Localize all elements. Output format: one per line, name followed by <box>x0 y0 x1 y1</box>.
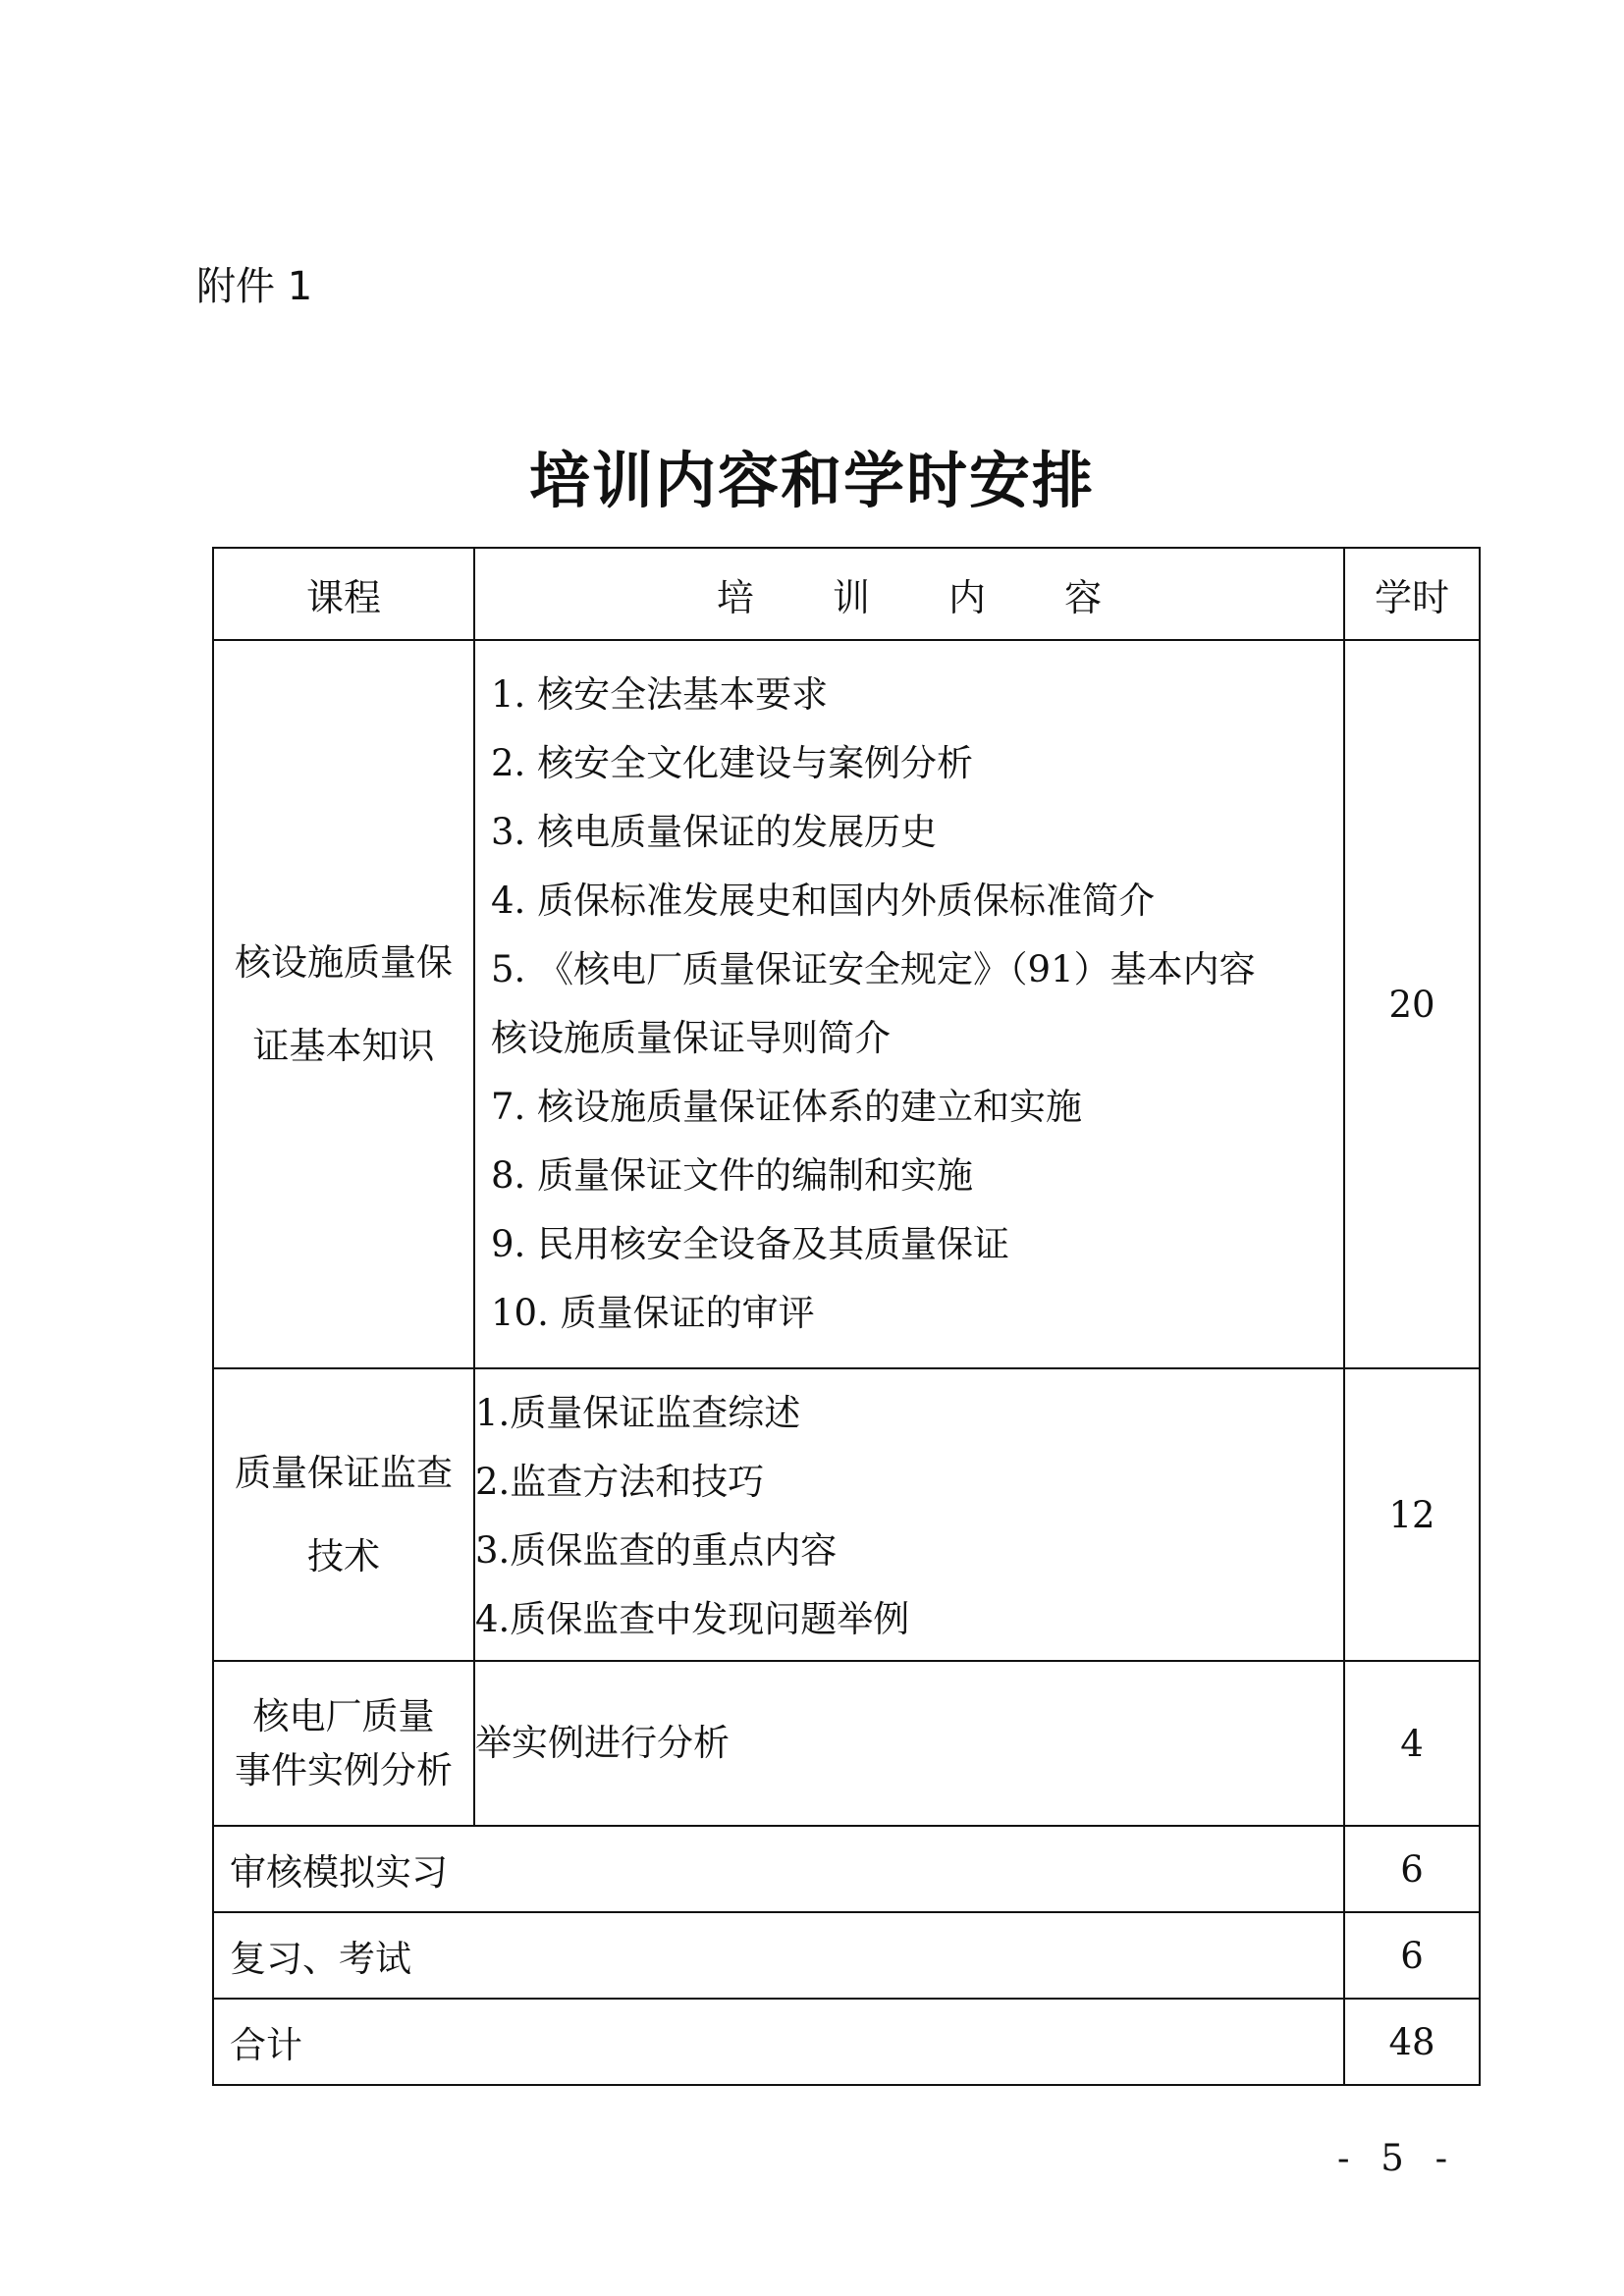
list-item: 8. 质量保证文件的编制和实施 <box>491 1154 974 1197</box>
table-row <box>213 640 1480 1368</box>
total-hours-cell: 48 <box>1344 1999 1480 2085</box>
table-row <box>213 1999 1480 2085</box>
merged-course-cell: 复习、考试 <box>213 1912 1344 1999</box>
list-item: 3.质保监查的重点内容 <box>475 1529 838 1572</box>
content-cell <box>474 640 1344 1368</box>
merged-course-cell: 审核模拟实习 <box>213 1826 1344 1912</box>
content-cell <box>474 1661 1344 1826</box>
document-title: 培训内容和学时安排 <box>528 445 1095 516</box>
content-list <box>475 1369 1343 1660</box>
course-line: 质量保证监查 <box>235 1452 453 1494</box>
course-cell <box>213 640 474 1368</box>
content-text: 举实例进行分析 <box>475 1722 730 1764</box>
attachment-label: 附件 1 <box>196 264 313 309</box>
list-item: 2.监查方法和技巧 <box>475 1461 765 1503</box>
list-item: 核设施质量保证导则简介 <box>491 1017 891 1059</box>
content-cell <box>474 1368 1344 1661</box>
list-item: 1. 核安全法基本要求 <box>491 673 829 716</box>
list-item: 2. 核安全文化建设与案例分析 <box>491 742 974 784</box>
course-line: 核电厂质量 <box>252 1695 435 1737</box>
course-cell <box>213 1661 474 1826</box>
training-schedule-table <box>212 547 1481 2086</box>
list-item: 7. 核设施质量保证体系的建立和实施 <box>491 1086 1083 1128</box>
table-row <box>213 1368 1480 1661</box>
course-line: 证基本知识 <box>252 1025 435 1067</box>
list-item: 10. 质量保证的审评 <box>491 1292 815 1334</box>
hours-cell: 12 <box>1344 1368 1480 1661</box>
header-hours: 学时 <box>1344 548 1480 640</box>
course-line: 技术 <box>307 1535 380 1577</box>
hours-cell: 6 <box>1344 1826 1480 1912</box>
hours-cell: 20 <box>1344 640 1480 1368</box>
table-row <box>213 1912 1480 1999</box>
total-label-cell: 合计 <box>213 1999 1344 2085</box>
course-line: 核设施质量保 <box>235 941 453 984</box>
course-line: 事件实例分析 <box>235 1749 453 1791</box>
table-row <box>213 1661 1480 1826</box>
list-item: 4.质保监查中发现问题举例 <box>475 1598 910 1640</box>
course-cell <box>213 1368 474 1661</box>
list-item: 9. 民用核安全设备及其质量保证 <box>491 1223 1010 1265</box>
content-list <box>475 641 1343 1367</box>
header-course: 课程 <box>213 548 474 640</box>
hours-cell: 4 <box>1344 1661 1480 1826</box>
page-number: - 5 - <box>1337 2137 1458 2179</box>
list-item: 1.质量保证监查综述 <box>475 1392 801 1434</box>
table-row <box>213 1826 1480 1912</box>
list-item: 3. 核电质量保证的发展历史 <box>491 811 938 853</box>
list-item: 4. 质保标准发展史和国内外质保标准简介 <box>491 880 1156 922</box>
hours-cell: 6 <box>1344 1912 1480 1999</box>
table-header-row <box>213 548 1480 640</box>
list-item: 5. 《核电厂质量保证安全规定》（91）基本内容 <box>491 948 1256 990</box>
header-content: 培 训 内 容 <box>474 548 1344 640</box>
